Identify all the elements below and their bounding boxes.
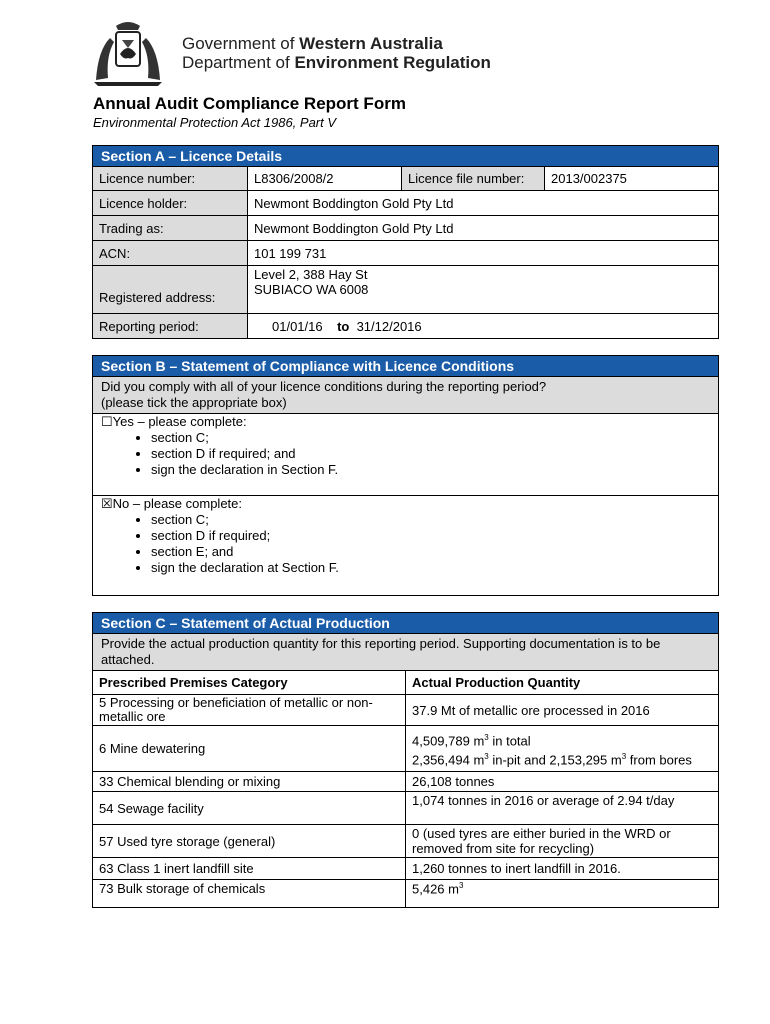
yes-checkbox[interactable]: ☐ (101, 414, 113, 429)
no-list (101, 512, 710, 576)
no-option (93, 496, 719, 596)
address-value (248, 266, 719, 314)
table-row (93, 726, 719, 772)
acn-label: ACN: (93, 241, 248, 266)
question-line1: Did you comply with all of your licence conditions during the reporting period? (101, 379, 547, 394)
table-row (93, 880, 719, 908)
category-cell: 63 Class 1 inert landfill site (93, 858, 406, 880)
trading-value: Newmont Boddington Gold Pty Ltd (248, 216, 719, 241)
list-item: • section C; (151, 430, 710, 446)
section-c-table (92, 612, 719, 908)
col-header-category: Prescribed Premises Category (93, 671, 406, 695)
coat-of-arms-logo (88, 20, 168, 88)
period-to: 31/12/2016 (356, 318, 422, 334)
category-cell: 57 Used tyre storage (general) (93, 825, 406, 858)
trading-label: Trading as: (93, 216, 248, 241)
form-subtitle: Environmental Protection Act 1986, Part V (93, 115, 337, 130)
quantity-cell: 26,108 tonnes (406, 772, 719, 792)
government-name: Government of Western Australia Department of Environment Regulation (182, 34, 491, 72)
quantity-cell: 5,426 $m^3$ (406, 880, 719, 908)
list-item: • section E; and (151, 544, 710, 560)
form-title: Annual Audit Compliance Report Form (93, 94, 406, 113)
address-line2: SUBIACO WA 6008 (254, 282, 369, 297)
licence-file-value: 2013/002375 (545, 167, 719, 191)
list-item: • sign the declaration at Section F. (151, 560, 710, 576)
quantity-cell: 4,509,789 $m^3$ in total 2,356,494 $m^3$ in-pit and 2,153,295 $m^3$ from bores (406, 726, 719, 772)
period-from: 01/01/16 (272, 318, 323, 334)
no-checkbox[interactable]: ☒ (101, 496, 113, 511)
compliance-question (93, 377, 719, 414)
table-row (93, 792, 719, 825)
production-instruction: Provide the actual production quantity for this reporting period. Supporting documentation is to be attached. (93, 634, 719, 671)
section-a-table (92, 145, 719, 339)
licence-file-label: Licence file number: (402, 167, 545, 191)
address-label: Registered address: (93, 266, 248, 314)
category-cell: 5 Processing or beneficiation of metallic or non-metallic ore (93, 695, 406, 726)
letterhead (88, 20, 528, 90)
period-to-word: to (337, 318, 350, 334)
period-value (248, 314, 719, 339)
quantity-cell: 0 (used tyres are either buried in the WRD or removed from site for recycling) (406, 825, 719, 858)
quantity-cell: 1,074 tonnes in 2016 or average of 2.94 t/day (406, 792, 719, 825)
list-item: • section D if required; (151, 528, 710, 544)
list-item: • section C; (151, 512, 710, 528)
list-item: • section D if required; and (151, 446, 710, 462)
yes-option (93, 414, 719, 496)
acn-value: 101 199 731 (248, 241, 719, 266)
table-row (93, 772, 719, 792)
category-cell: 54 Sewage facility (93, 792, 406, 825)
list-item: • sign the declaration in Section F. (151, 462, 710, 478)
holder-label: Licence holder: (93, 191, 248, 216)
category-cell: 6 Mine dewatering (93, 726, 406, 772)
quantity-cell: 37.9 Mt of metallic ore processed in 2016 (406, 695, 719, 726)
table-row (93, 695, 719, 726)
address-line1: Level 2, 388 Hay St (254, 267, 368, 282)
quantity-cell: 1,260 tonnes to inert landfill in 2016. (406, 858, 719, 880)
table-row (93, 825, 719, 858)
licence-number-label: Licence number: (93, 167, 248, 191)
yes-list (101, 430, 710, 478)
period-label: Reporting period: (93, 314, 248, 339)
holder-value: Newmont Boddington Gold Pty Ltd (248, 191, 719, 216)
yes-label: Yes – please complete: (112, 414, 247, 429)
licence-number-value: L8306/2008/2 (248, 167, 402, 191)
section-a-heading: Section A – Licence Details (93, 146, 719, 167)
section-c-heading: Section C – Statement of Actual Production (93, 613, 719, 634)
category-cell: 73 Bulk storage of chemicals (93, 880, 406, 908)
no-label: No – please complete: (112, 496, 243, 511)
col-header-quantity: Actual Production Quantity (406, 671, 719, 695)
category-cell: 33 Chemical blending or mixing (93, 772, 406, 792)
table-row (93, 858, 719, 880)
question-line2: (please tick the appropriate box) (101, 395, 287, 410)
section-b-heading: Section B – Statement of Compliance with Licence Conditions (93, 356, 719, 377)
section-b-table (92, 355, 719, 596)
